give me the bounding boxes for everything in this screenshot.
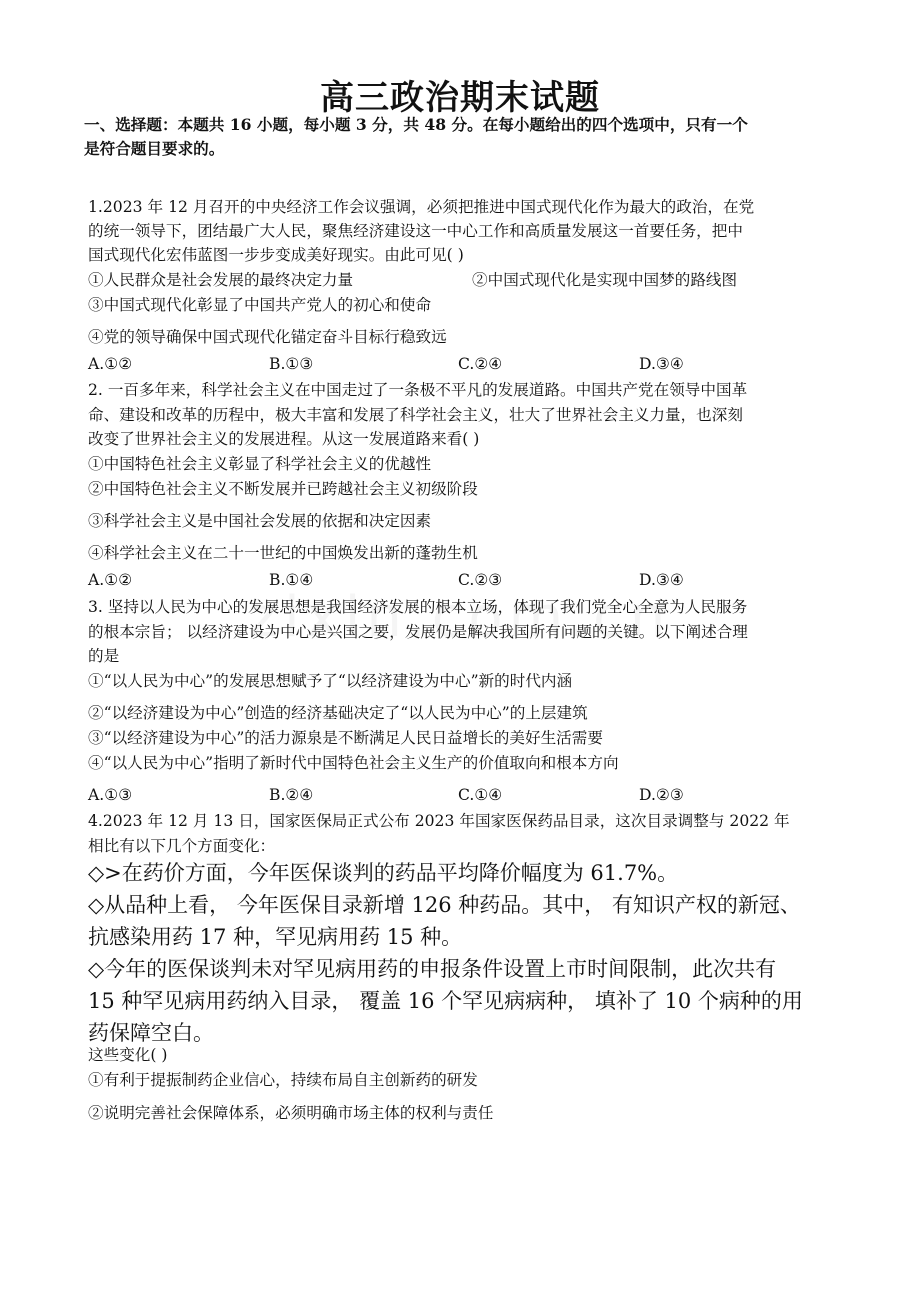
question-stem-line: 改变了世界社会主义的发展进程。从这一发展道路来看( ): [88, 430, 480, 448]
question-item: ④党的领导确保中国式现代化锚定奋斗目标行稳致远: [88, 328, 447, 346]
question-item: ①有利于提振制药企业信心，持续布局自主创新药的研发: [88, 1071, 478, 1089]
choice-a: A.①③: [88, 786, 133, 804]
question-stem-line: 命、建设和改革的历程中，极大丰富和发展了科学社会主义，壮大了世界社会主义力量，也深刻: [88, 406, 743, 424]
question-item: ①人民群众是社会发展的最终决定力量: [88, 271, 354, 289]
material-line: 药保障空白。: [88, 1021, 214, 1045]
section-header-line: 一、选择题：本题共 16 小题，每小题 3 分，共 48 分。在每小题给出的四个选项中，只有一个: [84, 115, 748, 134]
choice-a: A.①②: [88, 571, 133, 589]
section-header: [84, 113, 844, 161]
question-stem-line: 的统一领导下，团结最广大人民，聚焦经济建设这一中心工作和高质量发展这一首要任务，把中: [88, 222, 743, 240]
question-stem-line: 国式现代化宏伟蓝图一步步变成美好现实。由此可见( ): [88, 246, 464, 264]
question-item: ②中国式现代化是实现中国梦的路线图: [472, 271, 738, 289]
choice-d: D.②③: [639, 786, 684, 804]
material-line: 15 种罕见病用药纳入目录， 覆盖 16 个罕见病病种， 填补了 10 个病种的用: [88, 989, 803, 1013]
choice-b: B.②④: [269, 786, 314, 804]
choice-c: C.①④: [458, 786, 503, 804]
question-stem-line: 的是: [88, 647, 120, 665]
question-tail: 这些变化( ): [88, 1046, 168, 1064]
question-item: ③“以经济建设为中心”的活力源泉是不断满足人民日益增长的美好生活需要: [88, 729, 603, 747]
choice-a: A.①②: [88, 355, 133, 373]
question-stem-line: 的根本宗旨； 以经济建设为中心是兴国之要，发展仍是解决我国所有问题的关键。以下阐述合理: [88, 623, 748, 641]
question-item: ③科学社会主义是中国社会发展的依据和决定因素: [88, 512, 432, 530]
question-item: ②“以经济建设为中心”创造的经济基础决定了“以人民为中心”的上层建筑: [88, 704, 588, 722]
question-item: ④“以人民为中心”指明了新时代中国特色社会主义生产的价值取向和根本方向: [88, 754, 619, 772]
choice-b: B.①④: [269, 571, 314, 589]
question-item: ②中国特色社会主义不断发展并已跨越社会主义初级阶段: [88, 480, 478, 498]
question-item: ①“以人民为中心”的发展思想赋予了“以经济建设为中心”新的时代内涵: [88, 672, 573, 690]
question-stem-line: 4.2023 年 12 月 13 日，国家医保局正式公布 2023 年国家医保药品目录，这次目录调整与 2022 年: [88, 812, 790, 830]
choice-c: C.②③: [458, 571, 503, 589]
question-item: ①中国特色社会主义彰显了科学社会主义的优越性: [88, 455, 432, 473]
choice-d: D.③④: [639, 571, 684, 589]
page-title: 高三政治期末试题: [320, 78, 600, 118]
material-line: ◇今年的医保谈判未对罕见病用药的申报条件设置上市时间限制，此次共有: [88, 957, 777, 981]
question-stem-line: 相比有以下几个方面变化：: [88, 837, 276, 855]
question-item: ②说明完善社会保障体系，必须明确市场主体的权利与责任: [88, 1104, 494, 1122]
question-stem-line: 1.2023 年 12 月召开的中央经济工作会议强调，必须把推进中国式现代化作为最大的政治，在党: [88, 198, 755, 216]
material-line: ◇从品种上看， 今年医保目录新增 126 种药品。其中， 有知识产权的新冠、: [88, 893, 801, 917]
section-header-line: 是符合题目要求的。: [84, 139, 225, 158]
material-line: 抗感染用药 17 种，罕见病用药 15 种。: [88, 925, 463, 949]
choice-d: D.③④: [639, 355, 684, 373]
choice-c: C.②④: [458, 355, 503, 373]
question-stem-line: 2. 一百多年来，科学社会主义在中国走过了一条极不平凡的发展道路。中国共产党在领导中国革: [88, 381, 748, 399]
material-line: ◇>在药价方面，今年医保谈判的药品平均降价幅度为 61.7%。: [88, 861, 679, 885]
question-item: ③中国式现代化彰显了中国共产党人的初心和使命: [88, 296, 432, 314]
choice-b: B.①③: [269, 355, 314, 373]
question-stem-line: 3. 坚持以人民为中心的发展思想是我国经济发展的根本立场，体现了我们党全心全意为人民服务: [88, 598, 748, 616]
question-item: ④科学社会主义在二十一世纪的中国焕发出新的蓬勃生机: [88, 544, 478, 562]
